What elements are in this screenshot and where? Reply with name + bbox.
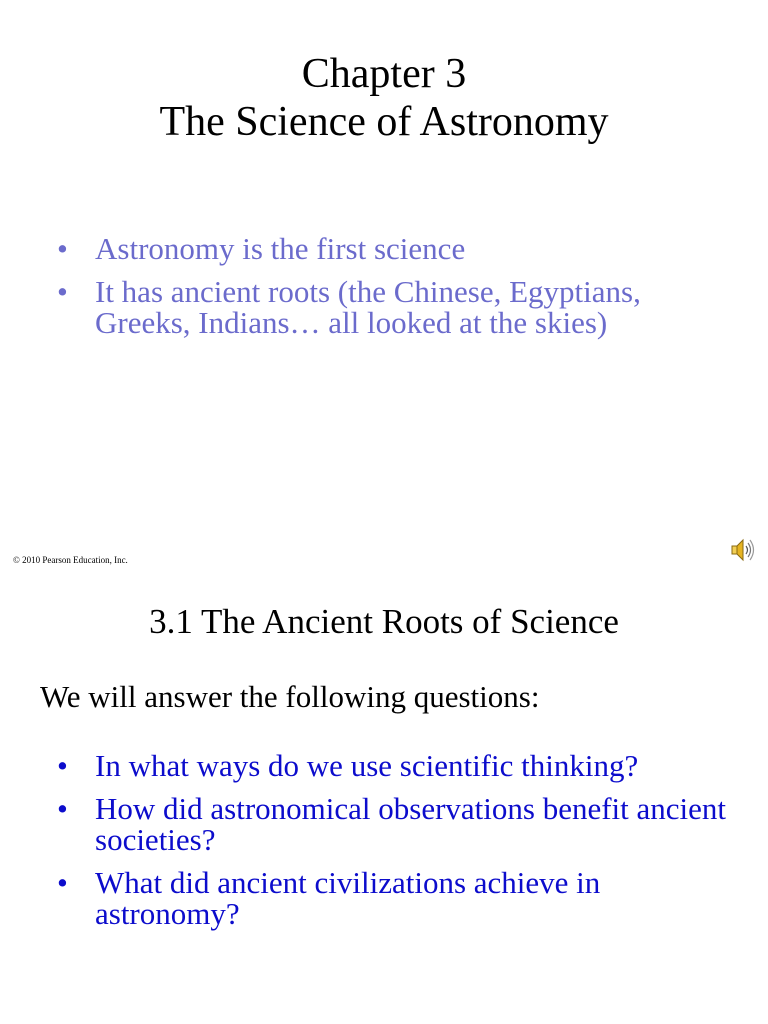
- bullet-glyph: •: [57, 791, 68, 826]
- bullet-glyph: •: [57, 865, 68, 900]
- bullet-glyph: •: [57, 274, 68, 309]
- bullet-item: [57, 867, 737, 929]
- bullet-text: Astronomy is the first science: [95, 231, 466, 266]
- slide-title: [0, 50, 768, 146]
- slide-title: 3.1 The Ancient Roots of Science: [149, 602, 619, 641]
- title-line-subject: The Science of Astronomy: [159, 99, 609, 145]
- bullet-item: [57, 276, 737, 338]
- copyright-notice: © 2010 Pearson Education, Inc.: [13, 555, 128, 565]
- bullet-text: It has ancient roots (the Chinese, Egyptians, Greeks, Indians… all looked at the skies): [95, 274, 641, 340]
- bullet-text: How did astronomical observations benefit ancient societies?: [95, 791, 727, 857]
- bullet-text: In what ways do we use scientific thinking?: [95, 748, 639, 783]
- bullet-item: [57, 233, 737, 264]
- speaker-icon[interactable]: [729, 535, 757, 565]
- bullet-text: What did ancient civilizations achieve in astronomy?: [95, 865, 601, 931]
- slide-subtitle: We will answer the following questions:: [40, 679, 540, 714]
- bullet-glyph: •: [57, 231, 68, 266]
- title-line-chapter: Chapter 3: [301, 51, 467, 97]
- slide-ancient-roots: [0, 576, 768, 1024]
- bullet-item: [57, 793, 737, 855]
- bullet-glyph: •: [57, 748, 68, 783]
- bullet-item: [57, 750, 737, 781]
- questions-bullet-list: [57, 750, 737, 941]
- intro-bullet-list: [57, 233, 737, 350]
